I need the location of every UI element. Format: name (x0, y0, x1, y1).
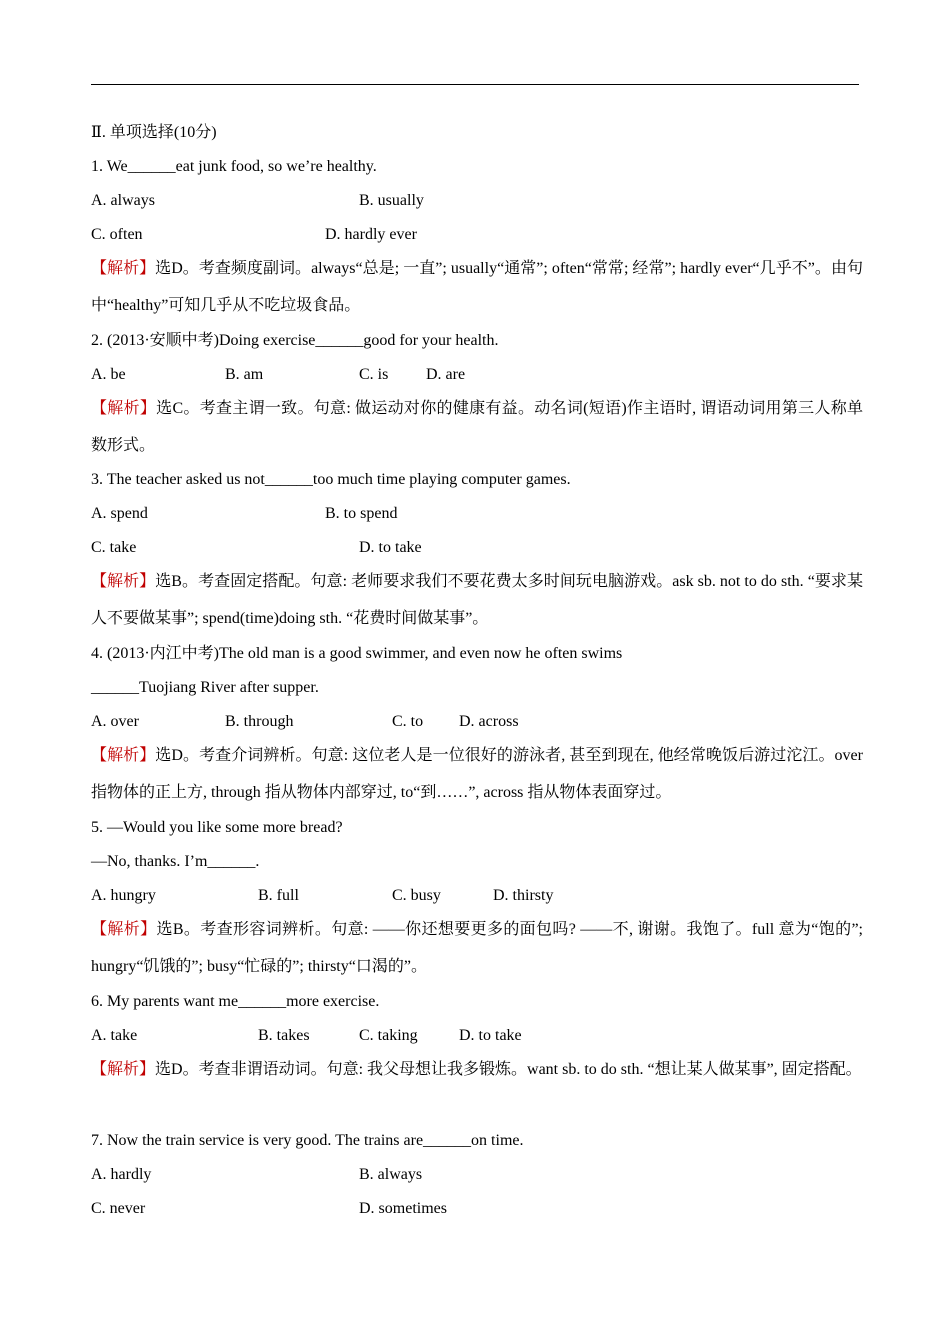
q5-option-b: B. full (258, 887, 299, 904)
q7-option-a: A. hardly (91, 1166, 152, 1183)
question-1-stem: 1. We______eat junk food, so we’re healthy. (91, 158, 377, 175)
q6-explanation (91, 1051, 863, 1088)
analysis-tag: 【解析】 (91, 260, 156, 277)
analysis-tag: 【解析】 (91, 400, 157, 417)
q4-option-c: C. to (392, 713, 424, 730)
question-3-stem: 3. The teacher asked us not______too much time playing computer games. (91, 471, 571, 488)
q1-explanation (91, 250, 863, 324)
question-4-stem: 4. (2013·内江中考)The old man is a good swimmer, and even now he often swims (91, 645, 623, 662)
q5-explanation-text: 选B。考查形容词辨析。句意: ——你还想要更多的面包吗? ——不, 谢谢。我饱了。full 意为“饱的”; hungry“饥饿的”; busy“忙碌的”; thirsty“口渴的”。 (91, 921, 863, 975)
q3-explanation (91, 563, 863, 637)
question-5-stem-continued: —No, thanks. I’m______. (91, 853, 260, 870)
q3-option-c: C. take (91, 539, 137, 556)
q5-option-d: D. thirsty (493, 887, 554, 904)
q2-option-d: D. are (426, 366, 466, 383)
q1-explanation-text: 选D。考查频度副词。always“总是; 一直”; usually“通常”; often“常常; 经常”; hardly ever“几乎不”。由句中“healthy”可知几乎从不吃垃圾食品。 (91, 260, 863, 314)
question-2-stem: 2. (2013·安顺中考)Doing exercise______good for your health. (91, 332, 499, 349)
q1-option-c: C. often (91, 226, 143, 243)
q6-option-b: B. takes (258, 1027, 310, 1044)
section-title: Ⅱ. 单项选择(10分) (91, 124, 217, 141)
q4-explanation (91, 737, 863, 811)
q6-option-a: A. take (91, 1027, 138, 1044)
analysis-tag: 【解析】 (91, 921, 157, 938)
question-5-stem: 5. —Would you like some more bread? (91, 819, 343, 836)
q5-option-a: A. hungry (91, 887, 156, 904)
analysis-tag: 【解析】 (91, 747, 156, 764)
q3-option-a: A. spend (91, 505, 148, 522)
analysis-tag: 【解析】 (91, 1061, 156, 1078)
q4-option-b: B. through (225, 713, 294, 730)
q7-option-d: D. sometimes (359, 1200, 447, 1217)
q3-explanation-text: 选B。考查固定搭配。句意: 老师要求我们不要花费太多时间玩电脑游戏。ask sb. not to do sth. “要求某人不要做某事”; spend(time)doing sth. “花费时间做某事”。 (91, 573, 863, 627)
header-rule (91, 84, 859, 85)
question-4-stem-continued: ______Tuojiang River after supper. (91, 679, 319, 696)
q6-option-d: D. to take (459, 1027, 522, 1044)
q2-option-b: B. am (225, 366, 264, 383)
q6-option-c: C. taking (359, 1027, 418, 1044)
q6-explanation-text: 选D。考查非谓语动词。句意: 我父母想让我多锻炼。want sb. to do sth. “想让某人做某事”, 固定搭配。 (155, 1061, 862, 1078)
q7-option-b: B. always (359, 1166, 423, 1183)
q4-option-d: D. across (459, 713, 519, 730)
q7-option-c: C. never (91, 1200, 146, 1217)
q5-explanation (91, 911, 863, 985)
analysis-tag: 【解析】 (91, 573, 156, 590)
q3-option-d: D. to take (359, 539, 422, 556)
q2-explanation-text: 选C。考查主谓一致。句意: 做运动对你的健康有益。动名词(短语)作主语时, 谓语动词用第三人称单数形式。 (91, 400, 863, 454)
q5-option-c: C. busy (392, 887, 441, 904)
q2-option-c: C. is (359, 366, 389, 383)
q1-option-a: A. always (91, 192, 155, 209)
q2-explanation (91, 390, 863, 464)
question-6-stem: 6. My parents want me______more exercise. (91, 993, 380, 1010)
question-7-stem: 7. Now the train service is very good. The trains are______on time. (91, 1132, 524, 1149)
q1-option-d: D. hardly ever (325, 226, 417, 243)
q1-option-b: B. usually (359, 192, 424, 209)
q2-option-a: A. be (91, 366, 126, 383)
q4-explanation-text: 选D。考查介词辨析。句意: 这位老人是一位很好的游泳者, 甚至到现在, 他经常晚饭后游过沱江。over 指物体的正上方, through 指从物体内部穿过, to“到……”, across 指从物体表面穿过。 (91, 747, 863, 801)
q3-option-b: B. to spend (325, 505, 398, 522)
q4-option-a: A. over (91, 713, 139, 730)
